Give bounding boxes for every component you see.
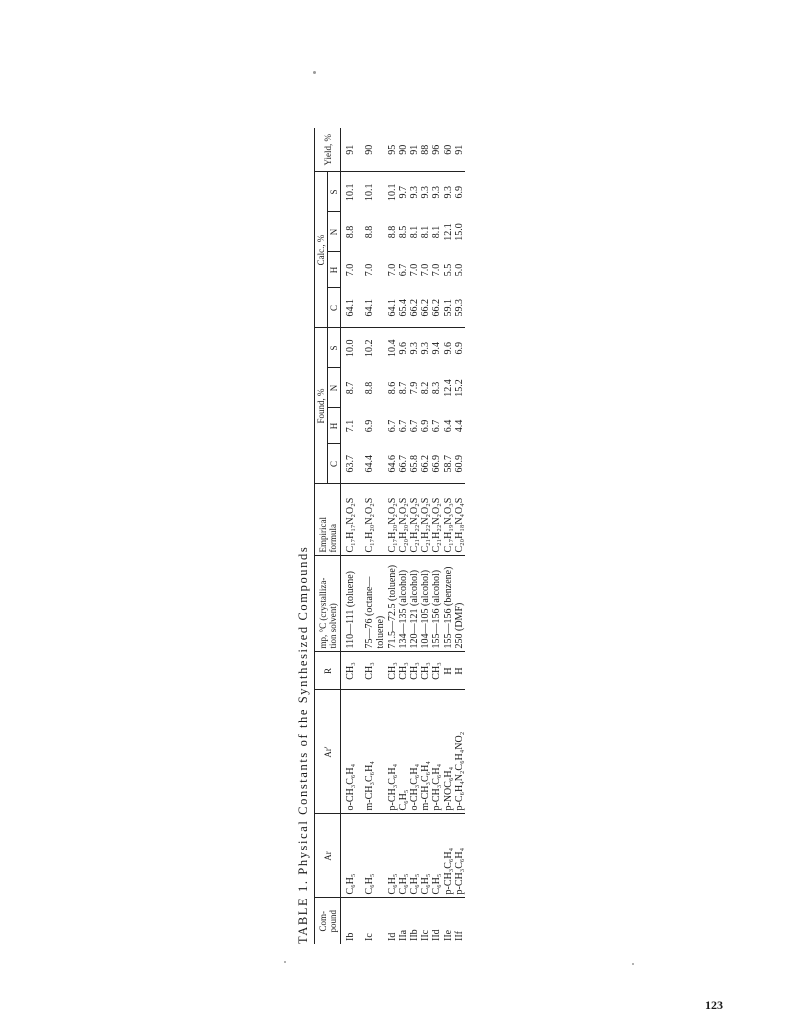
cell-calc-h: 7.0 [409,263,421,277]
cell-compound: IId [431,929,443,941]
cell-found-c: 60.9 [454,444,465,484]
cell-compound: Id [386,932,398,941]
cell-r: CH₃ [387,652,398,690]
cell-ar: C₆H₅ [420,814,431,898]
header-calc-s: S [328,172,341,212]
cell-formula: C₂₁H₂₂N₂O₂S [409,484,420,556]
cell-formula: C₁₇H₂₀N₂O₂S [387,484,398,556]
cell-calc-n: 8.8 [386,225,398,239]
cell-found-h: 6.9 [364,419,376,433]
cell-calc-n: 8.5 [397,225,409,239]
header-calc: Calc., % [315,172,328,328]
cell-yield: 91 [341,128,365,172]
cell-found-h: 6.7 [431,419,443,433]
cell-ar-prime: p-NOC₆H₄ [443,690,454,814]
cell-found-c: 64.4 [364,444,386,484]
cell-found-h: 4.4 [453,419,465,433]
cell-found-n: 12.4 [442,379,454,397]
cell-calc-s: 10.1 [364,183,376,201]
cell-yield: 90 [364,128,386,172]
header-found-c: C [328,444,341,484]
cell-calc-c: 64.1 [387,288,398,328]
cell-compound: IIb [409,929,421,941]
cell-found-n: 8.7 [397,381,409,395]
cell-mp: 250 (DMF) [454,556,465,652]
cell-mp: 155—156 (alcohol) [431,556,442,652]
cell-r: H [443,652,454,690]
cell-formula: C₂₁H₂₂N₂O₂S [431,484,442,556]
table-row [341,128,365,944]
physical-constants-table [314,128,465,944]
cell-yield: 95 [387,128,398,172]
cell-r: CH₃ [409,652,420,690]
cell-calc-h: 7.0 [386,263,398,277]
cell-found-s: 9.6 [442,342,454,355]
cell-ar: C₆H₅ [341,814,365,898]
scan-speck [313,71,316,74]
cell-calc-c: 65.4 [398,288,409,328]
cell-found-h: 6.9 [420,419,432,433]
cell-calc-s: 9.3 [442,186,454,199]
cell-compound: Ib [345,932,356,941]
cell-found-s: 9.3 [409,342,421,355]
cell-calc-s: 9.3 [409,186,421,199]
table-row [364,128,386,944]
cell-r: CH₃ [364,652,386,690]
cell-ar-prime: o-CH₃C₆H₄ [409,690,420,814]
table-row [398,128,409,944]
cell-found-c: 66.9 [431,444,442,484]
cell-r: CH₃ [341,652,365,690]
cell-formula: C₂₀H₁₈N₄O₄S [454,484,465,556]
cell-mp: 104—105 (alcohol) [420,556,431,652]
cell-yield: 91 [409,128,420,172]
cell-calc-h: 7.0 [364,263,376,277]
cell-calc-h: 5.0 [453,263,465,277]
cell-found-h: 6.7 [397,419,409,433]
cell-yield: 60 [443,128,454,172]
cell-calc-s: 9.7 [397,186,409,199]
cell-calc-c: 64.1 [364,288,386,328]
cell-compound: Ic [364,933,376,941]
cell-mp: 155—156 (benzene) [443,556,454,652]
cell-mp: 110—111 (toluene) [341,556,365,652]
table-body [341,128,466,944]
cell-found-n: 8.7 [345,381,356,395]
cell-found-n: 7.9 [409,381,421,395]
cell-found-h: 6.7 [409,419,421,433]
cell-r: CH₃ [398,652,409,690]
cell-ar-prime: o-CH₃C₆H₄ [341,690,365,814]
cell-ar-prime: p-CH₃C₆H₄ [387,690,398,814]
cell-found-s: 10.0 [345,339,356,357]
cell-calc-h: 5.5 [442,263,454,277]
table-row [409,128,420,944]
cell-calc-h: 6.7 [397,263,409,277]
cell-ar: p-CH₃C₆H₄ [443,814,454,898]
cell-found-n: 8.8 [364,381,376,395]
cell-found-s: 10.4 [386,339,398,357]
cell-calc-c: 66.2 [431,288,442,328]
table-title: TABLE 1. Physical Constants of the Synthesized Compounds [296,545,310,944]
header-r: R [315,652,341,690]
cell-ar: p-CH₃C₆H₄ [454,814,465,898]
cell-calc-c: 59.1 [443,288,454,328]
cell-ar: C₆H₅ [431,814,442,898]
cell-found-s: 6.9 [453,342,465,355]
cell-formula: C₁₇H₁₇N₂O₂S [341,484,365,556]
cell-found-h: 6.4 [442,419,454,433]
cell-found-n: 8.6 [386,381,398,395]
cell-formula: C₁₇H₁₉N₃O₃S [443,484,454,556]
cell-calc-n: 8.8 [345,225,356,239]
header-found-n: N [328,368,341,408]
cell-calc-c: 66.2 [420,288,431,328]
table-row [454,128,465,944]
cell-ar-prime: m-CH₃C₆H₄ [364,690,386,814]
rotated-table-block [296,64,532,944]
cell-found-s: 9.3 [420,342,432,355]
cell-compound: IIa [397,929,409,941]
cell-mp: 134—135 (alcohol) [398,556,409,652]
cell-found-h: 6.7 [386,419,398,433]
cell-calc-n: 8.8 [364,225,376,239]
cell-calc-s: 6.9 [453,186,465,199]
cell-compound: IIf [453,931,465,941]
cell-ar-prime: m-CH₃C₆H₄ [420,690,431,814]
header-found-s: S [328,328,341,368]
cell-mp: 75—76 (octane— toluene) [364,556,386,652]
cell-found-c: 66.7 [398,444,409,484]
cell-found-c: 66.2 [420,444,431,484]
cell-yield: 90 [398,128,409,172]
cell-found-c: 64.6 [387,444,398,484]
header-calc-h: H [328,252,341,288]
cell-calc-c: 59.3 [454,288,465,328]
cell-formula: C₂₁H₂₂N₂O₂S [420,484,431,556]
header-calc-n: N [328,212,341,252]
table-row [431,128,442,944]
cell-formula: C₂₀H₂₀N₂O₂S [398,484,409,556]
cell-r: CH₃ [420,652,431,690]
cell-calc-n: 8.1 [420,225,432,239]
header-calc-c: C [328,288,341,328]
table-row [387,128,398,944]
cell-ar-prime: p-C₆H₄N₂C₆H₄NO₂ [454,690,465,814]
cell-calc-s: 9.3 [431,186,443,199]
scan-speck [284,961,286,963]
cell-yield: 88 [420,128,431,172]
header-mp: mp, °C (crystalliza- tion solvent) [315,556,341,652]
cell-compound: IIc [420,929,432,941]
cell-calc-c: 64.1 [341,288,365,328]
cell-ar-prime: C₆H₅ [398,690,409,814]
cell-compound: IIe [442,929,454,941]
header-found-h: H [328,408,341,444]
cell-found-c: 63.7 [341,444,365,484]
cell-calc-h: 7.0 [345,263,356,277]
cell-found-c: 58.7 [443,444,454,484]
table-row [443,128,454,944]
cell-formula: C₁₇H₂₀N₂O₂S [364,484,386,556]
cell-calc-s: 10.1 [345,183,356,201]
header-ar-prime: Ar' [315,690,341,814]
scan-speck [632,963,634,965]
cell-found-s: 10.2 [364,339,376,357]
cell-found-c: 65.8 [409,444,420,484]
cell-ar: C₆H₅ [364,814,386,898]
header-yield: Yield, % [315,128,341,172]
cell-r: CH₃ [431,652,442,690]
cell-calc-n: 8.1 [431,225,443,239]
cell-ar-prime: p-CH₃C₆H₄ [431,690,442,814]
cell-calc-h: 7.0 [431,263,443,277]
header-ar: Ar [315,814,341,898]
header-compound: Com- pound [315,898,341,944]
cell-calc-s: 10.1 [386,183,398,201]
cell-found-n: 8.3 [431,381,443,395]
cell-r: H [454,652,465,690]
header-formula: Empirical formula [315,484,341,556]
cell-calc-n: 8.1 [409,225,421,239]
header-found: Found, % [315,328,328,484]
page-number: 123 [705,998,723,1012]
cell-calc-n: 12.1 [442,223,454,241]
cell-found-n: 8.2 [420,381,432,395]
cell-ar: C₆H₅ [398,814,409,898]
cell-yield: 91 [454,128,465,172]
cell-yield: 96 [431,128,442,172]
cell-found-s: 9.6 [397,342,409,355]
cell-found-n: 15.2 [453,379,465,397]
cell-calc-c: 66.2 [409,288,420,328]
cell-calc-s: 9.3 [420,186,432,199]
cell-mp: 120—121 (alcohol) [409,556,420,652]
table-row [420,128,431,944]
cell-calc-h: 7.0 [420,263,432,277]
cell-mp: 71.5—72.5 (toluene) [387,556,398,652]
cell-found-s: 9.4 [431,342,443,355]
cell-found-h: 7.1 [345,419,356,433]
cell-calc-n: 15.0 [453,223,465,241]
cell-ar: C₆H₅ [409,814,420,898]
cell-ar: C₆H₅ [387,814,398,898]
